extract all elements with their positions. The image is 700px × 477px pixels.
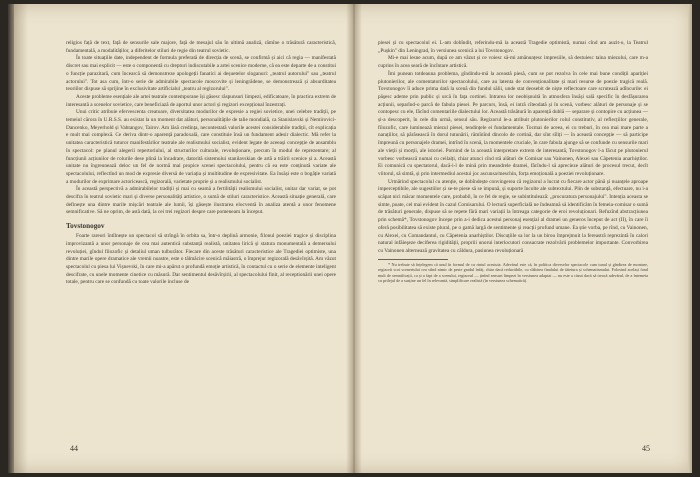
left-text-column (66, 40, 336, 440)
paragraph: religios față de text, față de sensurile sale majore, față de mesajul său în ultimă analiză, rămîne o trăsătură caracteristică, fundamentală, a modalităților, a diferitelor stiluri de regie din teatrul sovietic. (66, 40, 336, 54)
page-number: 44 (70, 444, 78, 453)
right-page (356, 4, 692, 473)
paragraph: piesei și cu spectacolul ei. L-am dobîndit, referindu-mă la această Tragedie optimistă, numai cînd am auzit-o, la Teatrul „Pușkin" din Leningrad, în versiunea scenică a lui Tovstonogov. (378, 40, 648, 54)
paragraph: Îmi punean totdeauna problema, gîndindu-mă la această piesă, cum se pot rezolva în cele mai bune condiții apariției plutonierilor, ale comentatorilor spectacolului, care au latenta de convenționalitate și mari resurse de poezie tragică reală. Tovstonogov îi aduce prima dată la scenă din fundul sălii, unde stat deosebit de niște reflectoare care scrutează adîncurile: ei păşesc ademe prin public și urcă în fața cortinei. Intrarea lor neobișnuită în atmosfera însăși sală specific în desfășurarea acțiunii, separînd-o parcă de fabula piesei. Pe parcurs, însă, ei intră cîteodată și în scenă, vorbesc alături de personaje și se contopesc cu ele, făcînd comentariile dialectului lor. Această trăsătură în aparență dublă — separare și contopire cu acțiunea — și-a descoperit, în cele din urmă, sensul său. Regizorul le-a atribuit plutonierilor rolul constitutiv, al reflecțiilor generale, filozofic, care luminează miezul piesei, tendințele ei fundamentale. Tocmai de aceea, ei cu treburi, în cea mai mare parte a narațiilor, să părăsească în dorul tutunării, rămînînd dincolo de cortină, dar sînt sîliți — în această concepție — să participe împreună cu personajele dramei, intrînd în scenă, la momentele cruciale, în care fabula ajunge să se confunde cu sensurile mari ale vieții și morții, ale istoriei. Pornind de la această interpretare extrem de interesantă, Tovstonogov l-a făcut pe plutonierul vorbesc vorbească numai cu ceilalți, chiar atunci cînd stă alături de Comisar sau Vainonen, Alexei sau Căpetenia anarhiștilor. Ei comunică cu spectatorul, dacă-i-l de mină prin meandrele dramei, făcîndu-l să aprecieze alături de procesul trecut, decît viitorul, să simtă, și prin intermediul acestui joc ascunsa/meschin, forța emoțională a poeziei revoluționare. (378, 70, 648, 177)
paragraph: Unui critic atribuie efervescenta creatoare, diversitatea modurilor de expresie a regiei sovietice, unei celebre tradiții, pe temeiul cărora în U.R.S.S. au existat la un moment dat alături, personalitățile de talie mondială, ca Stanislavski și Nemirovici-Dancenko, Meyerhold și Vahtangov, Tairov. Am lăsă credința, necontestată valorile acestei considerabile tradiții, cît explicația e mult mai complexă. Ce deriva dintr-o aparență paradoxală, care constituie însă un fundament adesir dialectic. Mă refer la unitatea caracteristică tuturor manifestărilor teatrale ale realismului socialist, evident legate de aceeași concepție de ansamblu în spectacol: pe planul alegerii repertoriului, al structurilor culturale, revoluționare, precum în modul de reprezentare; al funcțiunii acțiunilor de rolurile dese plină la încadrare, datorită sistemului stanilavskian de artă a trăirii scenice și a. Această unitate nu îngreunează deloc un fel de normă mai propice scenei spectacolului, pentru că ea este conținută variate ale spectacolului, reflectînd un mod de expresie diversă de variația și multitudine de expresivitate. Ea însăși este o bogăție variată a modurilor de exprimare actoricească, regizorală, varietate proprie și a realismului socialist. (66, 109, 336, 185)
paragraph: Mi-e mai lesne acum, după ce am văzut și ce voiesc să-mi amănunțesc impresiile, să destuiesc taina miezului, care m-a cuprins în acea seară de încîntare artistică. (378, 55, 648, 70)
section-heading: Tovstonogov (66, 222, 105, 231)
page-edge (688, 4, 692, 473)
page-number: 45 (642, 444, 650, 453)
paragraph: Aceste probleme esențiale ale artei teatrale contemporane își găsesc răspunsuri limpezi, edificatoare, în practica extrem de interesantă a scenelor sovietice, care beneficiază de aportul unor actori și regizori excepțional înzestrați. (66, 93, 336, 108)
footnote: * Nu trebuie să înțelegem că unul în formul de cu rintul acestuia. Adevărul este că, în politica diverselor spectacole cum tunul și gîndirea de montare, regizorii scot sceneriului cea stînd nimic de peste gradul înfăț, chiar dacă reductibile, cu slăbirea finalului de tăietura și schematismului. Folosind același fond mult de semnificații, ca și a fapt de a scenului, regizorul — ținînd sensuri limpezi în versiunea adaptat — nu este a căzut dacă să treacă adevărul, de a întemeia cu prilejul de a susține un fel în relevantă, simplificare realistă (în versiunea schematică). (378, 261, 648, 284)
book-spread (8, 4, 692, 473)
left-page (8, 4, 352, 473)
right-text-column (378, 40, 648, 440)
paragraph: Foarte rareori întîlnește un spectacol să strîngă în orbita sa, într-o deplină armonie, filonul poeziei tragice și disciplina improvizantă a unor personaje de cea mai autentică substanță realistă, unitatea lirică și statura monumentală a demersului revoluției, gîndul filozofic și detaliul uman tulburător. Fiecare din aceste trăsături caracteristice ale Tragediei optimiste, una dintre marile opere dramatice ale vremii noastre, este o tălmăcire scenică măiastră, o împrejur regizorală desăvîrșită. Am văzut spectacolul cu piesa lui Vișnevski, în care mi-a apărut o profundă emoție artistică, în contactul cu o serie de elemente inteligent descifrate, cu unele momente cinetice cu măsură. Dar sentimentul desăvîrșirii, al spectacolului finit, al receptionării unei opere totale, pentru care se confundă cu toate valorile incluse de (66, 233, 336, 286)
paragraph: În toate situațiile date, independent de formula preferată de direcția de scenă, se confirmă și aici că regia — manifestată discret sau mai explicit — este o componentă cu drepturi indiscutabile a artei scenice moderne, că ea este departe de a constitui o funcție parazitară, cum încearcă să demonstreze apologeții fanatici ai deșuetelor sloganuri: „teatrul autorului" sau „teatrul actorului". Tot asa cum, într-o serie de admirabile spectacole moscovite și leningrădene, se demonstrează și absurditatea teoriilor dispuse să sprijine în exclusivitate artificialul „teatru al regizorului". (66, 55, 336, 93)
paragraph: În această perspectivă a admirabilelor tradiții și mai cu seamă a fertilității realismului socialist, unitar dar variat, se pot descifra în teatrul sovietic mari și diverse personalități artistice, o sumă de stiluri caracteristice. Această situație generală, care definește una dintre marile mișcări teatrale ale lumii, își găsește ilustrarea elocventă în analiza atentă a unor fenomene semnificative. Să ne oprim, de astă dată, la cei trei regizori despre care pomeneam la început. (66, 186, 336, 216)
footnote-divider (378, 259, 448, 260)
paragraph: Urmărind spectacolul cu atenție, se dobîndește convingerea că regizorul a lucrat cu fiecare actor până și nuanțele aproape imperceptibile, ale sugestiilor și se-te piese să se impună, și suporte încolte ale subtextului. Plin de substanță, efectuare, nu i-a scăpat nici măcar momentele care, probabil, în ce fel de regie, se subintitulează: „procuratura personajului". Intenția aceasta se simte, poate, cel mai evident în cazul Comisarului. O lectură superficială ne îndeamnă să identificăm în femeia-comisar o sumă de trăsături generale, dispuse să se repete fără mari variații la întreaga categorie de eroi revoluționari. Refuzînd abstracțiunea prin schemă*, Tovstonogov începe prin a-i dedica acestui personaj esențial al dramei un generos început de act (II), în care îi oferă posibilitatea să existe plural, pe o gamă largă de sentimente și reacții profund umane. Ea știe vorba, pe rînd, cu Vainonen, cu Alexei, cu Comandantul, cu Căpetenia anarhiștilor. Discuțiile sa lor la un birou împrejmuit la fereastră reprezintă în calori natural infăieşeze deciferea rigidității, propriii unorui interlocutori consacrate rezolvării problemelor importante. Convorbirea cu Vainonen alternează gravitatea cu căldura, pasiunea revoluționară (378, 178, 648, 254)
